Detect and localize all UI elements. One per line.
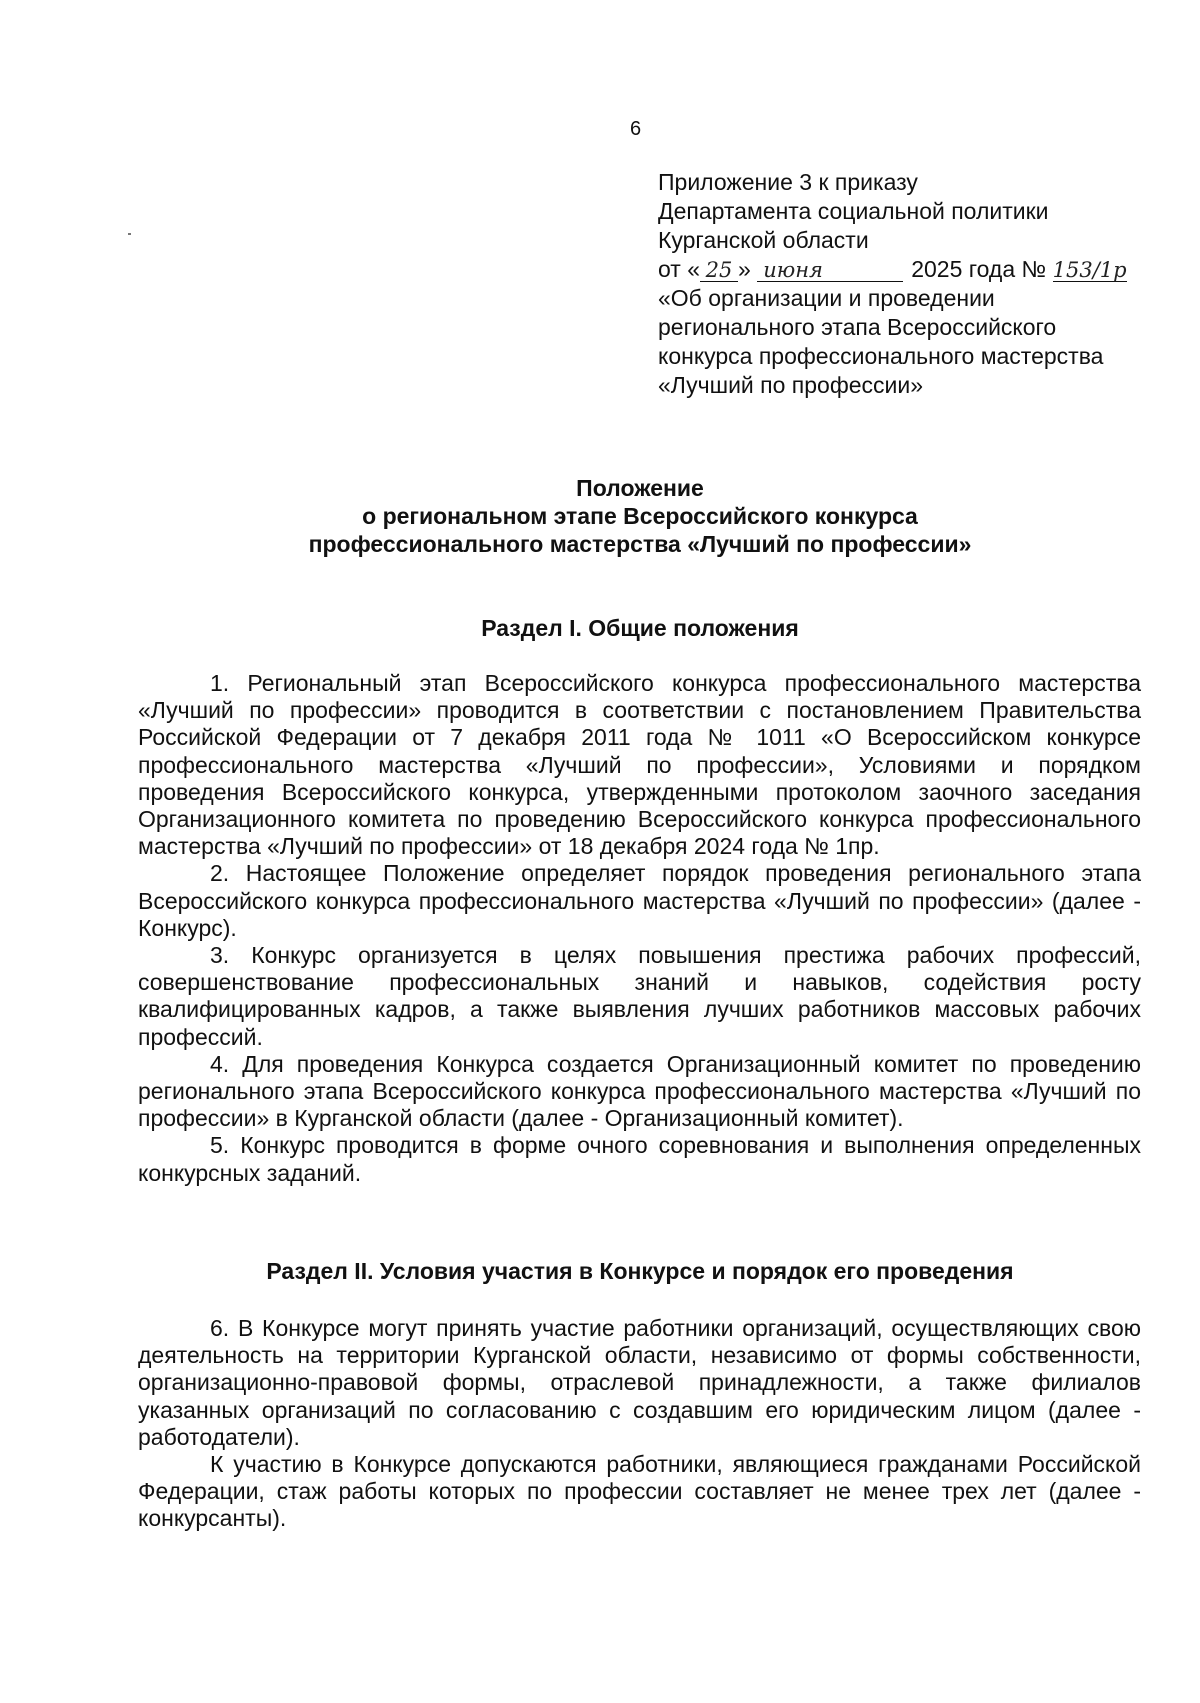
appendix-line-3: Курганской области (658, 227, 869, 253)
appendix-date-line (658, 255, 1158, 284)
appendix-subject-2: регионального этапа Всероссийского (658, 314, 1057, 340)
appendix-subject-4: «Лучший по профессии» (658, 372, 924, 398)
document-title (130, 474, 1150, 558)
title-line-1: Положение (576, 475, 704, 501)
title-line-2: о региональном этапе Всероссийского конкурса (362, 503, 918, 529)
date-year: 2025 года № (911, 256, 1047, 282)
section-1-heading: Раздел I. Общие положения (481, 615, 799, 641)
date-quote-close: » (738, 256, 751, 282)
paragraph-7: К участию в Конкурсе допускаются работники, являющиеся гражданами Российской Федерации, стаж работы которых по профессии составляет не менее трех лет (далее - конкурсанты). (138, 1451, 1141, 1532)
title-line-3: профессионального мастерства «Лучший по профессии» (308, 531, 972, 557)
section-2-body (138, 1315, 1141, 1533)
appendix-subject-1: «Об организации и проведении (658, 285, 995, 311)
paragraph-6: 6. В Конкурсе могут принять участие работники организаций, осуществляющих свою деятельность на территории Курганской области, независимо от формы собственности, организационно-правовой формы, отраслевой принадлежности, а также филиалов указанных организаций по согласованию с создавшим его юридическим лицом (далее - работодатели). (138, 1315, 1141, 1450)
paragraph-4: 4. Для проведения Конкурса создается Организационный комитет по проведению регионального этапа Всероссийского конкурса профессионального мастерства «Лучший по профессии» в Курганской области (далее - Организационный комитет). (138, 1050, 1141, 1132)
paragraph-2: 2. Настоящее Положение определяет порядок проведения регионального этапа Всероссийского конкурса профессионального мастерства «Лучший по профессии» (далее - Конкурс). (138, 860, 1141, 941)
appendix-line-1: Приложение 3 к приказу (658, 169, 918, 195)
scan-artifact (128, 233, 131, 235)
paragraph-5: 5. Конкурс проводится в форме очного соревнования и выполнения определенных конкурсных заданий. (138, 1132, 1141, 1186)
appendix-subject-3: конкурса профессионального мастерства (658, 343, 1104, 369)
section-2-heading: Раздел II. Условия участия в Конкурсе и порядок его проведения (266, 1258, 1014, 1284)
date-prefix: от « (658, 256, 701, 282)
date-month-handwritten: июня (757, 259, 903, 282)
page-number: 6 (630, 118, 642, 140)
section-1-body (138, 670, 1141, 1187)
appendix-header (658, 168, 1158, 400)
appendix-line-2: Департамента социальной политики (658, 198, 1049, 224)
order-number-handwritten: 153/1р (1052, 258, 1127, 282)
paragraph-3: 3. Конкурс организуется в целях повышения престижа рабочих профессий, совершенствование профессиональных знаний и навыков, содействия росту квалифицированных кадров, а также выявления лучших работников массовых рабочих профессий. (138, 942, 1141, 1050)
paragraph-1: 1. Региональный этап Всероссийского конкурса профессионального мастерства «Лучший по профессии» проводится в соответствии с постановлением Правительства Российской Федерации от 7 декабря 2011 года № 1011 «О Всероссийском конкурсе профессионального мастерства «Лучший по профессии», Условиями и порядком проведения Всероссийского конкурса, утвержденными протоколом заочного заседания Организационного комитета по проведению Всероссийского конкурса профессионального мастерства «Лучший по профессии» от 18 декабря 2024 года № 1пр. (138, 670, 1141, 860)
date-day-handwritten: 25 (700, 259, 738, 282)
